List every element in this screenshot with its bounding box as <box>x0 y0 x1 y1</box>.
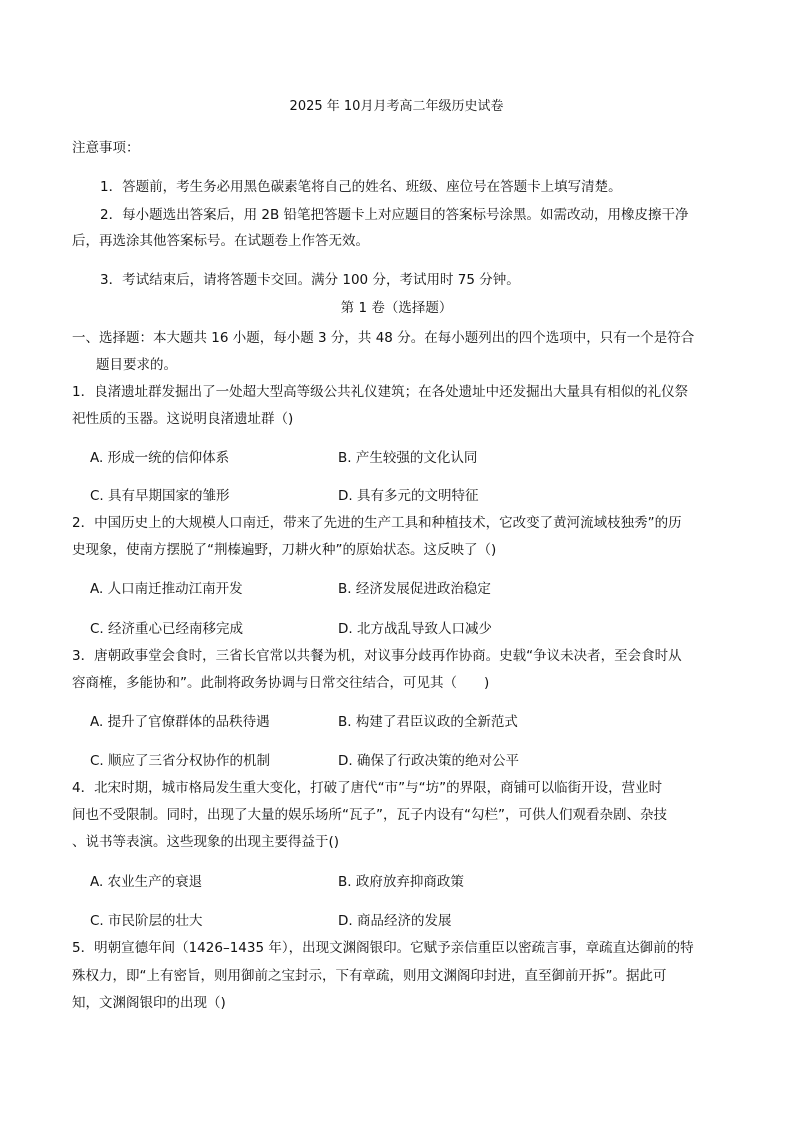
question-3-line-1: 3．唐朝政事堂会食时，三省长官常以共餐为机，对议事分歧再作协商。史载“争议未决者，至会食时从 <box>72 648 682 664</box>
question-1-option-b: B. 产生较强的文化认同 <box>338 450 478 466</box>
question-4-option-d: D. 商品经济的发展 <box>338 913 452 929</box>
question-4-line-3: 、说书等表演。这些现象的出现主要得益于() <box>72 834 340 850</box>
question-5-line-2: 殊权力，即“上有密旨，则用御前之宝封示，下有章疏，则用文渊阁印封进，直至御前开拆”。据此可 <box>72 968 667 984</box>
notice-item-2-line-1: 2．每小题选出答案后，用 2B 铅笔把答题卡上对应题目的答案标号涂黑。如需改动，用橡皮擦干净 <box>100 207 689 223</box>
question-2-option-d: D. 北方战乱导致人口减少 <box>338 621 492 637</box>
question-1-line-2: 祀性质的玉器。这说明良渚遗址群（) <box>72 411 294 427</box>
question-3-line-2: 容商榷，多能协和”。此制将政务协调与日常交往结合，可见其（ ) <box>72 675 490 691</box>
notice-heading: 注意事项： <box>72 140 140 156</box>
question-4-option-b: B. 政府放弃抑商政策 <box>338 874 464 890</box>
question-4-line-1: 4．北宋时期，城市格局发生重大变化，打破了唐代“市”与“坊”的界限，商铺可以临街开设，营业时 <box>72 780 663 796</box>
page-title: 2025 年 10月月考高二年级历史试卷 <box>289 99 504 114</box>
question-2-line-1: 2．中国历史上的大规模人口南迁，带来了先进的生产工具和种植技术，它改变了黄河流域枝独秀”的历 <box>72 515 682 531</box>
question-2-line-2: 史现象，使南方摆脱了“荆榛遍野，刀耕火种”的原始状态。这反映了（) <box>72 542 497 558</box>
notice-item-3: 3．考试结束后，请将答题卡交回。满分 100 分，考试用时 75 分钟。 <box>100 272 520 288</box>
notice-item-1: 1．答题前，考生务必用黑色碳素笔将自己的姓名、班级、座位号在答题卡上填写清楚。 <box>100 179 622 195</box>
question-3-option-b: B. 构建了君臣议政的全新范式 <box>338 714 518 730</box>
question-2-option-a: A. 人口南迁推动江南开发 <box>90 581 243 597</box>
question-1-option-a: A. 形成一统的信仰体系 <box>90 450 230 466</box>
notice-item-2-line-2: 后，再选涂其他答案标号。在试题卷上作答无效。 <box>72 233 369 249</box>
question-5-line-3: 知，文渊阁银印的出现（) <box>72 995 226 1011</box>
question-2-option-b: B. 经济发展促进政治稳定 <box>338 581 491 597</box>
section-instructions-line-1: 一、选择题：本大题共 16 小题，每小题 3 分，共 48 分。在每小题列出的四个选项中，只有一个是符合 <box>72 330 695 346</box>
question-1-line-1: 1．良渚遗址群发掘出了一处超大型高等级公共礼仪建筑；在各处遗址中还发掘出大量具有相似的礼仪祭 <box>72 384 689 400</box>
question-1-option-c: C. 具有早期国家的雏形 <box>90 488 230 504</box>
section-instructions-line-2: 题目要求的。 <box>96 357 177 373</box>
question-4-option-c: C. 市民阶层的壮大 <box>90 913 203 929</box>
question-1-option-d: D. 具有多元的文明特征 <box>338 488 479 504</box>
question-3-option-d: D. 确保了行政决策的绝对公平 <box>338 753 519 769</box>
question-4-option-a: A. 农业生产的衰退 <box>90 874 203 890</box>
question-3-option-c: C. 顺应了三省分权协作的机制 <box>90 753 271 769</box>
question-4-line-2: 间也不受限制。同时，出现了大量的娱乐场所“瓦子”，瓦子内设有“勾栏”，可供人们观看杂剧、杂技 <box>72 807 667 823</box>
question-5-line-1: 5．明朝宣德年间（1426–1435 年），出现文渊阁银印。它赋予亲信重臣以密疏言事，章疏直达御前的特 <box>72 940 694 956</box>
question-2-option-c: C. 经济重心已经南移完成 <box>90 621 244 637</box>
question-3-option-a: A. 提升了官僚群体的品秩待遇 <box>90 714 270 730</box>
volume-title: 第 1 卷（选择题） <box>340 300 453 316</box>
